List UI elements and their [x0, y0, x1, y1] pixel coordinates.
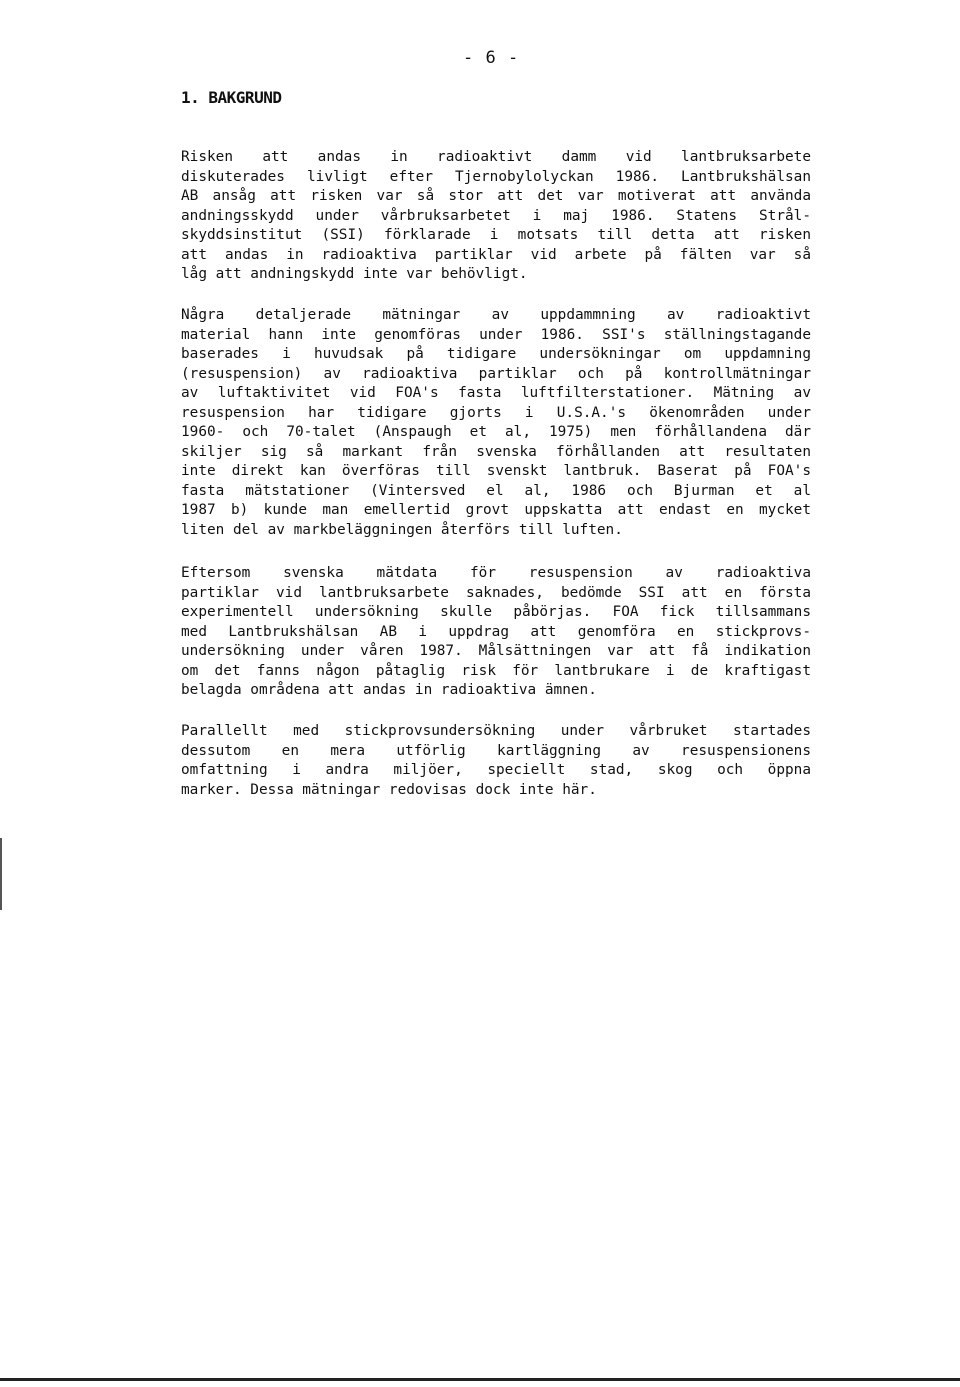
- text-line: experimentell undersökning skulle påbörjas. FOA fick tillsammans: [181, 604, 811, 620]
- page-number: - 6 -: [463, 48, 520, 68]
- text-line: om det fanns någon påtaglig risk för lantbrukare i de kraftigast: [181, 662, 811, 679]
- text-line: diskuterades livligt efter Tjernobylolyckan 1986. Lantbrukshälsan: [181, 168, 811, 185]
- paragraph-3: [181, 564, 811, 701]
- text-line: baserades i huvudsak på tidigare undersökningar om uppdamning: [181, 346, 811, 362]
- text-line: av luftaktivitet vid FOA's fasta luftfilterstationer. Mätning av: [181, 385, 811, 401]
- text-line: omfattning i andra miljöer, speciellt stad, skog och öppna: [181, 762, 811, 778]
- text-line: inte direkt kan överföras till svenskt lantbruk. Baserat på FOA's: [181, 463, 811, 479]
- text-line: AB ansåg att risken var så stor att det var motiverat att använda: [181, 188, 811, 204]
- text-line: resuspension har tidigare gjorts i U.S.A.'s ökenområden under: [181, 404, 811, 421]
- paragraph-4: [181, 722, 811, 800]
- paragraph-1: [181, 148, 811, 285]
- text-line: (resuspension) av radioaktiva partiklar och på kontrollmätningar: [181, 365, 811, 382]
- text-line: Några detaljerade mätningar av uppdammning av radioaktivt: [181, 307, 811, 323]
- text-line: material hann inte genomföras under 1986. SSI's ställningstagande: [181, 326, 811, 343]
- text-line: låg att andningskydd inte var behövligt.: [181, 266, 528, 282]
- text-line: skiljer sig så markant från svenska förhållanden att resultaten: [181, 443, 811, 460]
- text-line: marker. Dessa mätningar redovisas dock inte här.: [181, 781, 597, 798]
- text-line: 1960- och 70-talet (Anspaugh et al, 1975) men förhållandena där: [181, 424, 811, 440]
- paragraph-2: [181, 306, 811, 540]
- section-heading: 1. BAKGRUND: [181, 88, 282, 107]
- text-line: Parallellt med stickprovsundersökning under vårbruket startades: [181, 723, 811, 739]
- scan-edge-mark: [0, 838, 2, 910]
- text-line: partiklar vid lantbruksarbete saknades, bedömde SSI att en första: [181, 584, 811, 601]
- text-line: med Lantbrukshälsan AB i uppdrag att genomföra en stickprovs-: [181, 623, 811, 640]
- text-line: dessutom en mera utförlig kartläggning av resuspensionens: [181, 742, 811, 759]
- text-line: andningsskydd under vårbruksarbetet i maj 1986. Statens Strål-: [181, 207, 811, 224]
- text-line: Risken att andas in radioaktivt damm vid lantbruksarbete: [181, 149, 811, 165]
- text-line: belagda områdena att andas in radioaktiva ämnen.: [181, 682, 597, 698]
- page-bottom-edge: [0, 1378, 960, 1381]
- text-line: Eftersom svenska mätdata för resuspension av radioaktiva: [181, 565, 811, 581]
- text-line: att andas in radioaktiva partiklar vid arbete på fälten var så: [181, 246, 811, 263]
- text-line: undersökning under våren 1987. Målsättningen var att få indikation: [181, 643, 811, 659]
- text-line: 1987 b) kunde man emellertid grovt uppskatta att endast en mycket: [181, 502, 811, 518]
- text-line: liten del av markbeläggningen återförs till luften.: [181, 521, 623, 538]
- text-line: fasta mätstationer (Vintersved el al, 1986 och Bjurman et al: [181, 482, 811, 499]
- text-line: skyddsinstitut (SSI) förklarade i motsats till detta att risken: [181, 227, 811, 243]
